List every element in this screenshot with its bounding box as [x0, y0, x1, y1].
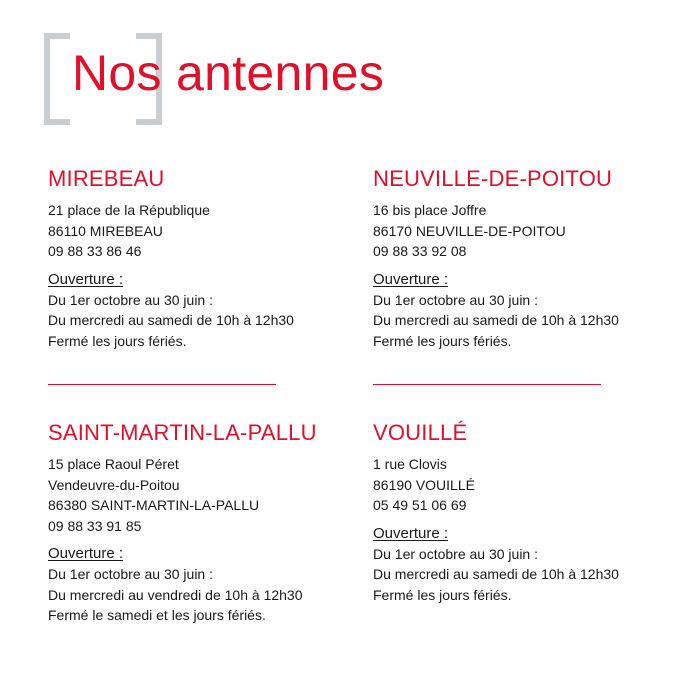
address-line: 16 bis place Joffre — [373, 202, 487, 218]
phone-number: 09 88 33 86 46 — [48, 243, 142, 259]
address-line: 86380 SAINT-MARTIN-LA-PALLU — [48, 497, 260, 513]
phone-number: 09 88 33 92 08 — [373, 243, 467, 259]
address-line: Vendeuvre-du-Poitou — [48, 476, 180, 493]
hours-line: Fermé les jours fériés. — [48, 332, 187, 349]
address-line: 21 place de la République — [48, 202, 210, 218]
section-divider — [48, 384, 276, 385]
hours-line: Du mercredi au samedi de 10h à 12h30 — [48, 312, 294, 328]
phone-number: 05 49 51 06 69 — [373, 497, 467, 513]
office-name: NEUVILLE-DE-POITOU — [373, 166, 613, 191]
address-line: 1 rue Clovis — [373, 456, 447, 472]
hours-line: Du 1er octobre au 30 juin : — [48, 291, 213, 308]
hours-line: Du mercredi au samedi de 10h à 12h30 — [373, 566, 619, 582]
office-name: SAINT-MARTIN-LA-PALLU — [48, 420, 317, 445]
office-saint-martin-la-pallu — [48, 420, 368, 626]
office-mirebeau — [48, 166, 368, 351]
section-divider — [373, 384, 601, 385]
hours-line: Fermé les jours fériés. — [373, 332, 512, 349]
address-line: 86170 NEUVILLE-DE-POITOU — [373, 222, 566, 239]
address-line: 15 place Raoul Péret — [48, 456, 179, 472]
hours-line: Du 1er octobre au 30 juin : — [48, 566, 213, 582]
hours-label: Ouverture : — [48, 270, 124, 288]
office-name: MIREBEAU — [48, 166, 165, 191]
hours-line: Du 1er octobre au 30 juin : — [373, 545, 538, 562]
office-neuville-de-poitou — [373, 166, 693, 351]
phone-number: 09 88 33 91 85 — [48, 517, 142, 534]
hours-label: Ouverture : — [48, 545, 124, 562]
office-vouille — [373, 420, 693, 605]
hours-line: Du 1er octobre au 30 juin : — [373, 291, 538, 308]
address-line: 86190 VOUILLÉ — [373, 476, 475, 493]
office-name: VOUILLÉ — [373, 420, 468, 445]
hours-line: Fermé les jours fériés. — [373, 586, 512, 603]
hours-line: Fermé le samedi et les jours fériés. — [48, 607, 266, 623]
hours-line: Du mercredi au samedi de 10h à 12h30 — [373, 312, 619, 328]
hours-label: Ouverture : — [373, 524, 449, 542]
address-line: 86110 MIREBEAU — [48, 222, 163, 239]
page-title: Nos antennes — [72, 45, 385, 101]
hours-label: Ouverture : — [373, 270, 449, 288]
hours-line: Du mercredi au vendredi de 10h à 12h30 — [48, 586, 303, 603]
decorative-bracket-left — [44, 33, 70, 125]
